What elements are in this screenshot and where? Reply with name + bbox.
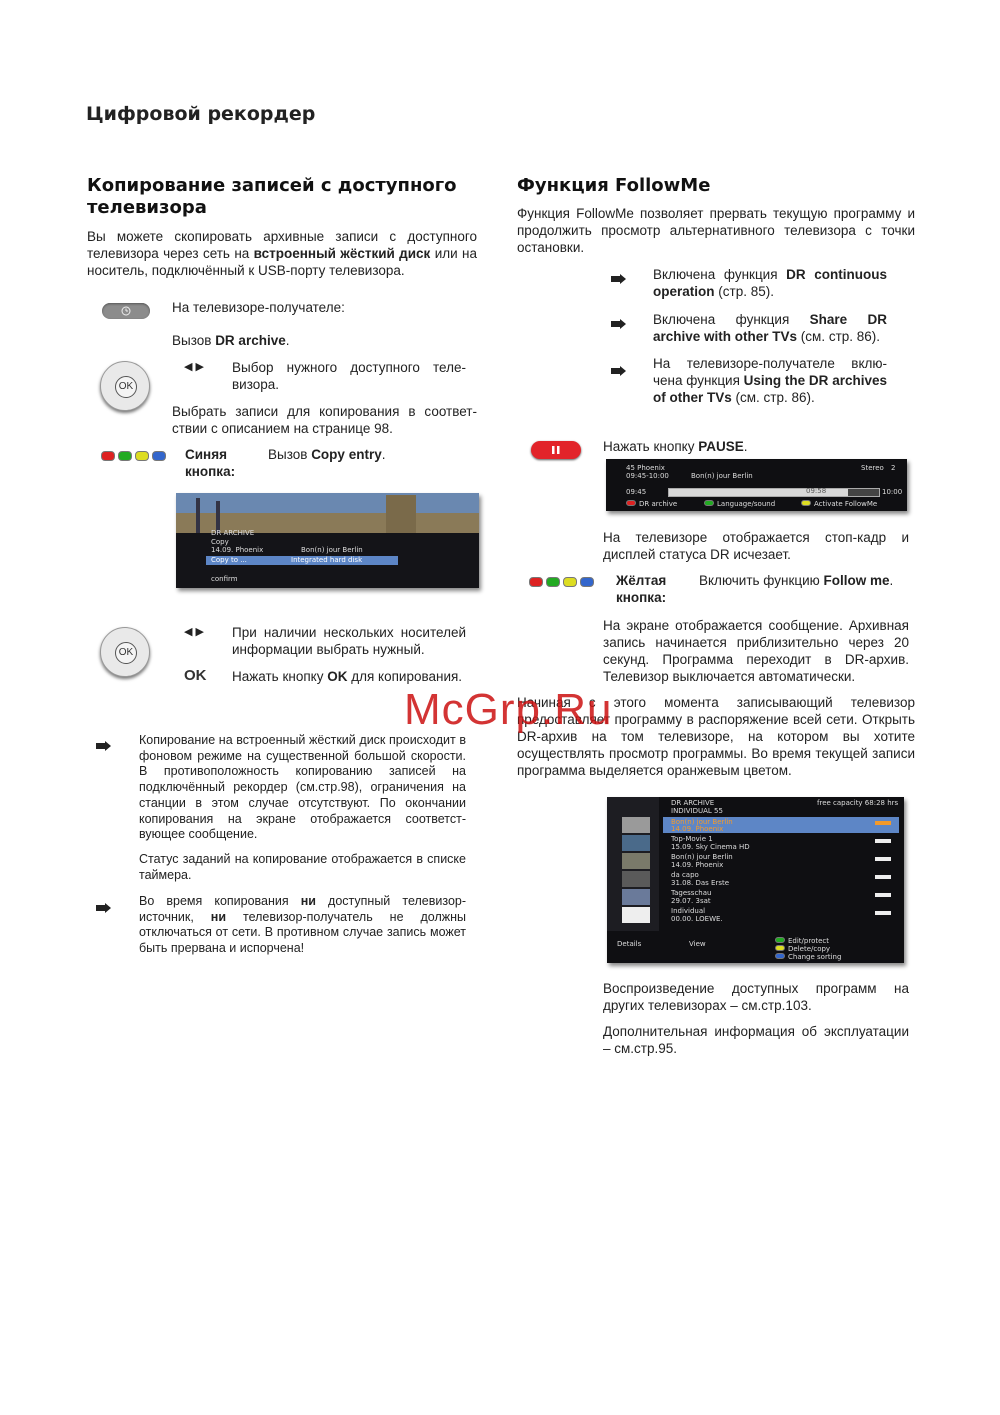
watermark: McGrp.Ru [404, 685, 613, 734]
req1-c: (стр. 85). [714, 284, 774, 299]
choose-records-text: Выбрать записи для копирования в соответ- ствии с описанием на странице 98. [172, 404, 477, 436]
yellow-label-2: кнопка: [616, 590, 667, 605]
screen2-btn3 [801, 500, 877, 509]
color-buttons-icon [101, 448, 169, 466]
screen3-item1-meta: 14.09. Phoenix [671, 825, 724, 833]
call-prefix: Вызов [172, 333, 216, 348]
freeze-frame-text: На телевизоре отображается стоп-кадр и дисплей статуса DR исчезает. [603, 530, 909, 562]
note2-b2: ни [210, 909, 227, 924]
press-bold: OK [327, 669, 348, 684]
note2-a: Во время копирования [139, 894, 301, 908]
screen3-sub: INDIVIDUAL 55 [671, 807, 723, 815]
ok-key-icon: OK [184, 667, 207, 684]
screen3-details: Details [617, 940, 642, 948]
heading-line-1: Копирование записей с доступного [87, 175, 457, 196]
tv-screen-copy [176, 493, 479, 588]
screen1-copy-target: Integrated hard disk [291, 556, 363, 564]
req2-b: Share DR archive with other TVs [653, 312, 887, 344]
followme-intro: Функция FollowMe позволяет прервать текущую программу и продолжить просмотр альтернативного телевизора с точки остановки. [517, 206, 915, 255]
screen2-current: 09:58 [806, 487, 827, 495]
pause-a: Нажать кнопку [603, 439, 699, 454]
screen2-btn1-label: DR archive [639, 500, 678, 508]
screen3-edit-label: Edit/protect [788, 937, 830, 945]
page-title: Цифровой рекордер [86, 103, 316, 125]
requirement-1 [653, 266, 887, 300]
screen3-item4-bar [875, 875, 891, 879]
screen2-channel: 45 Phoenix [626, 464, 665, 472]
on-receiver-text: На телевизоре-получателе: [172, 300, 345, 315]
call-suffix: . [285, 333, 290, 348]
more-info-text: Дополнительная информация об эксплуатации – см.стр.95. [603, 1024, 909, 1056]
from-now-text: Начиная с этого момента записывающий телевизор предоставляет программу в распоряжение всей сети. Открыть DR-архив на том телевизоре, на котором вы хотите осуществлять просмотр программы. Во время текущей записи программа выделяется оранжевым цветом. [517, 695, 915, 778]
thumb-3 [622, 853, 650, 869]
screen3-item5-meta: 29.07. 3sat [671, 897, 711, 905]
screen3-item3-meta: 14.09. Phoenix [671, 861, 724, 869]
screen3-item4-title: da capo [671, 871, 699, 879]
screen1-confirm: confirm [211, 575, 238, 583]
yellow-button-label [616, 572, 666, 606]
req2-c: (см. стр. 86). [797, 329, 881, 344]
intro-text-a: Вы можете скопировать архивные записи с доступного телевизора через сеть на [87, 229, 477, 261]
screen3-item6-title: Individual [671, 907, 706, 915]
blue-label-2: кнопка: [185, 464, 236, 479]
req2-a: Включена функция [653, 312, 810, 327]
yellow-label-1: Жёлтая [616, 573, 667, 588]
playback-text: Воспроизведение доступных программ на других телевизорах – см.стр.103. [603, 981, 909, 1013]
screen2-volume: 2 [891, 464, 896, 472]
press-pause-text [603, 438, 748, 455]
screen3-view: View [689, 940, 706, 948]
clock-icon [102, 303, 150, 319]
screen2-btn3-label: Activate FollowMe [814, 500, 878, 508]
yellow-action-c: . [889, 573, 894, 588]
section-heading-followme: Функция FollowMe [517, 175, 711, 196]
message-text: На экране отображается сообщение. Архивная запись начинается приблизительно через 20 секунд. Программа переходит в DR-архив. Телевизор выключается автоматически. [603, 618, 909, 684]
screen2-program: Bon(n) jour Berlin [691, 472, 753, 480]
color-buttons-icon-2 [529, 574, 597, 592]
pause-b: PAUSE [698, 439, 744, 454]
left-right-arrows-icon-2: ◀ ▶ [184, 626, 204, 638]
req-arrow-icon-1 [611, 271, 627, 289]
screen3-item6-bar [875, 911, 891, 915]
several-media-text: При наличии нескольких носителей информации выбрать нужный. [232, 625, 466, 657]
yellow-action-a: Включить функцию [699, 573, 824, 588]
screen3-item6-meta: 00.00. LOEWE. [671, 915, 723, 923]
blue-action-prefix: Вызов [268, 447, 312, 462]
req1-b: DR continuous operation [653, 267, 887, 299]
ok-center-icon-2: OK [115, 642, 137, 664]
note-background-copy: Копирование на встроенный жёсткий диск происходит в фоновом режиме на существенной большой скорости. В противоположность копированию записей на подключённый рекордер (см.стр.98), ограничения на станции в этом случае отсутствуют. По окончании копирования на экране отображается соответст-вующее сообщение. [139, 733, 466, 842]
screen1-title: DR ARCHIVE [211, 529, 255, 537]
screen2-progress-bar [668, 488, 880, 497]
req3-c: (см. стр. 86). [731, 390, 815, 405]
note-do-not-disconnect [139, 894, 466, 957]
note2-c: доступный телевизор- источник, [139, 894, 467, 924]
tv-screen-status [606, 459, 907, 511]
blue-action-bold: Copy entry [311, 447, 382, 462]
navigation-ring-icon-2 [100, 627, 150, 677]
ok-center-icon: OK [115, 376, 137, 398]
screen3-item5-bar [875, 893, 891, 897]
thumb-6 [622, 907, 650, 923]
archive-remote-button [102, 303, 150, 319]
section-heading-copy [87, 175, 487, 219]
screen2-start: 09:45 [626, 488, 647, 496]
screen3-item1-bar [875, 821, 891, 825]
note-arrow-icon-2 [96, 900, 112, 918]
note-arrow-icon [96, 738, 112, 756]
thumb-1 [622, 817, 650, 833]
press-ok-text [232, 668, 466, 685]
screen3-capacity: free capacity 68:28 hrs [817, 799, 899, 807]
thumb-4 [622, 871, 650, 887]
press-a: Нажать кнопку [232, 669, 328, 684]
yellow-action [699, 572, 893, 589]
navigation-ring-icon [100, 361, 150, 411]
screen1-copy-to: Copy to ... [211, 556, 247, 564]
call-bold: DR archive [215, 333, 286, 348]
screen1-sub: Copy [211, 538, 229, 546]
screen3-item1-title: Bon(n) jour Berlin [671, 818, 733, 826]
thumb-5 [622, 889, 650, 905]
note-timer-list: Статус заданий на копирование отображается в списке таймера. [139, 852, 466, 882]
screen3-sort [775, 953, 841, 962]
screen3-item3-bar [875, 857, 891, 861]
note2-b1: ни [300, 894, 316, 908]
screen2-btn2 [704, 500, 775, 509]
screen2-end: 10:00 [882, 488, 903, 496]
req3-a: На телевизоре-получателе вклю- чена функция [653, 356, 887, 388]
yellow-action-b: Follow me [823, 573, 890, 588]
screen3-item2-title: Top-Movie 1 [671, 835, 713, 843]
screen2-btn1 [626, 500, 677, 509]
screen3-item2-bar [875, 839, 891, 843]
heading-line-2: телевизора [87, 197, 207, 218]
requirement-2 [653, 311, 887, 345]
screen3-item3-title: Bon(n) jour Berlin [671, 853, 733, 861]
copy-intro [87, 228, 477, 279]
screen3-delete-label: Delete/copy [788, 945, 831, 953]
screen3-item2-meta: 15.09. Sky Cinema HD [671, 843, 750, 851]
screen3-sort-label: Change sorting [788, 953, 842, 961]
blue-label-1: Синяя [185, 447, 227, 462]
thumb-2 [622, 835, 650, 851]
call-dr-archive [172, 332, 290, 349]
req-arrow-icon-2 [611, 316, 627, 334]
blue-action-suffix: . [381, 447, 386, 462]
pause-icon [531, 441, 581, 459]
note2-d: телевизор-получатель не должны отключаться от сети. В противном случае запись может быть прервана и испорчена! [139, 909, 467, 956]
screen2-stereo: Stereo [861, 464, 884, 472]
blue-action [268, 446, 385, 463]
req3-b: Using the DR archives of other TVs [653, 373, 887, 405]
intro-text-b: или на носитель, подключённый к USB-порту телевизора. [87, 246, 477, 278]
screen2-btn2-label: Language/sound [717, 500, 776, 508]
screen3-item5-title: Tagesschau [671, 889, 712, 897]
screen1-row-date: 14.09. Phoenix [211, 546, 264, 554]
tv-screen-archive [607, 797, 904, 963]
press-b: для копирования. [347, 669, 463, 684]
req-arrow-icon-3 [611, 363, 627, 381]
screen3-title: DR ARCHIVE [671, 799, 715, 807]
intro-bold: встроенный жёсткий диск [253, 246, 431, 261]
select-tv-text: Выбор нужного доступного теле- визора. [232, 360, 466, 392]
blue-button-label [185, 446, 235, 480]
requirement-3 [653, 355, 887, 406]
screen3-item4-meta: 31.08. Das Erste [671, 879, 730, 887]
left-right-arrows-icon: ◀ ▶ [184, 361, 204, 373]
pause-c: . [743, 439, 748, 454]
screen2-time-range: 09:45-10:00 [626, 472, 669, 480]
screen1-row-title: Bon(n) jour Berlin [301, 546, 363, 554]
pause-remote-button [531, 441, 581, 459]
req1-a: Включена функция [653, 267, 787, 282]
